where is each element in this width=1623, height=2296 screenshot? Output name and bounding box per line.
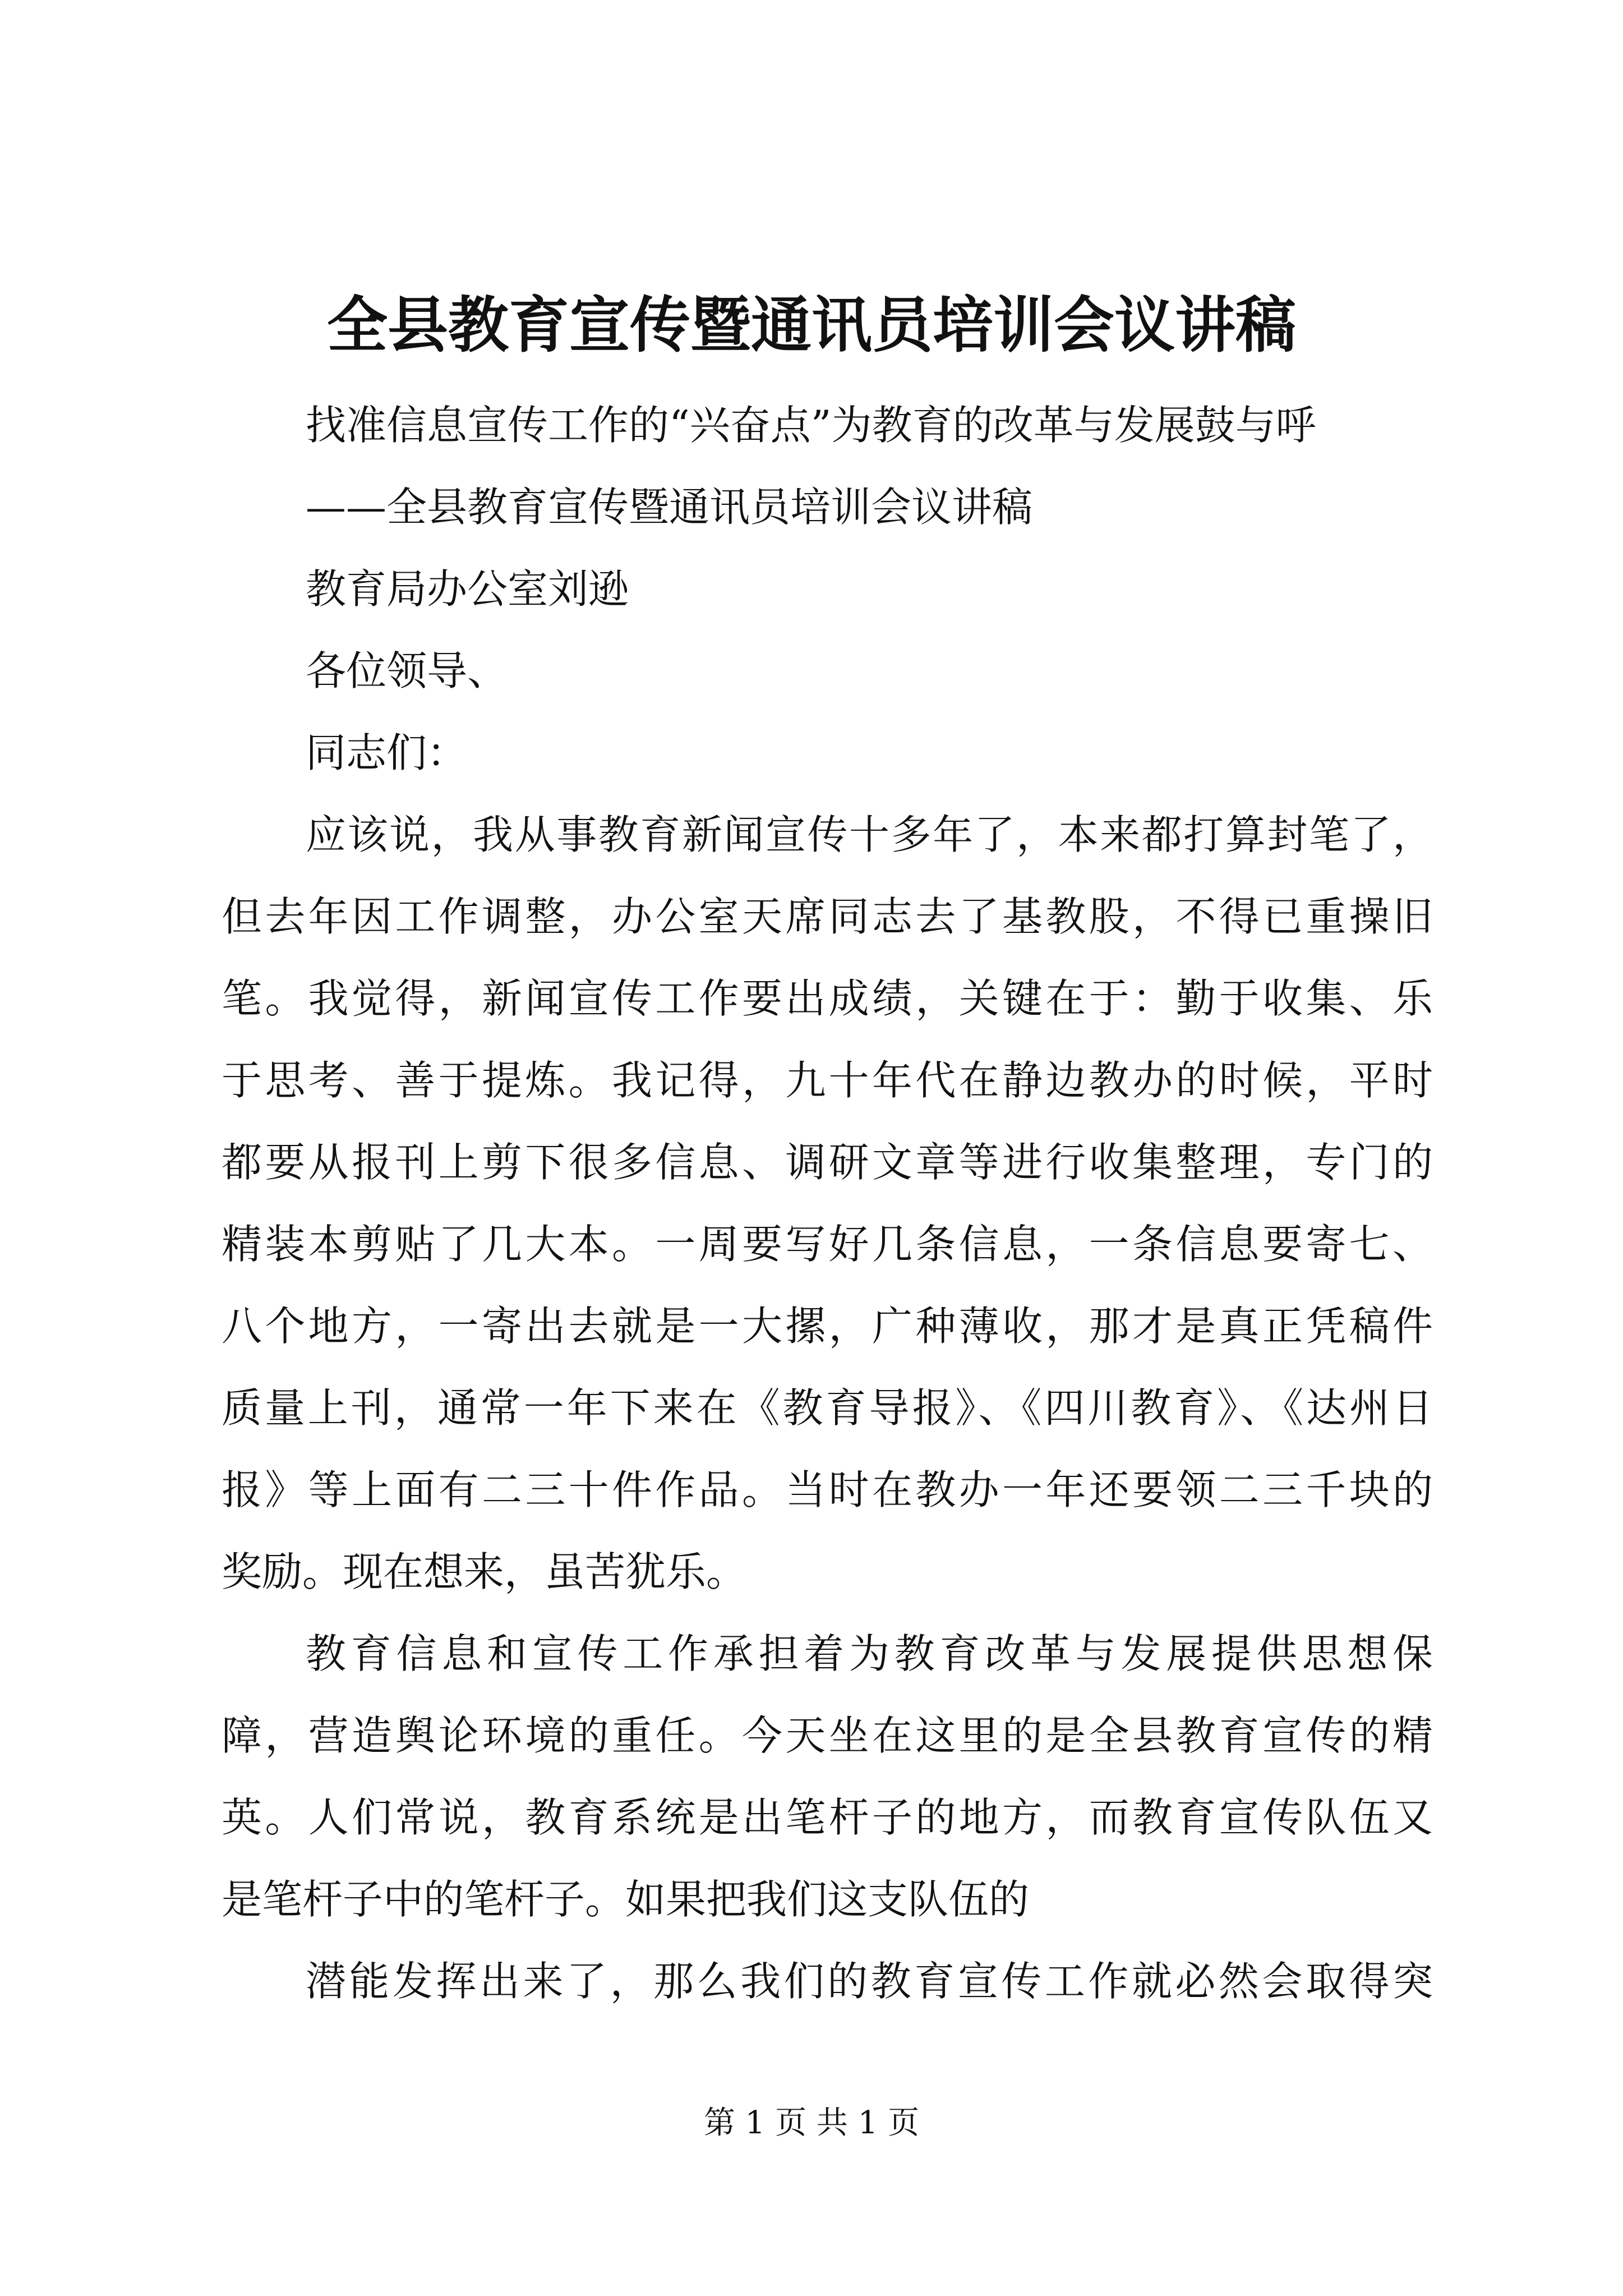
document-title: 全县教育宣传暨通讯员培训会议讲稿: [326, 290, 1296, 361]
paragraph-line: 报》等上面有二三十件作品。当时在教办一年还要领二三千块的: [222, 1466, 1433, 1513]
paragraph-line: 英。人们常说，教育系统是出笔杆子的地方，而教育宣传队伍又: [222, 1794, 1433, 1841]
paragraph-line: 潜能发挥出来了，那么我们的教育宣传工作就必然会取得突: [306, 1958, 1433, 2005]
author-line: 教育局办公室刘逊: [306, 565, 629, 613]
paragraph-line: 都要从报刊上剪下很多信息、调研文章等进行收集整理，专门的: [222, 1139, 1433, 1186]
paragraph-line: 奖励。现在想来，虽苦犹乐。: [222, 1548, 747, 1595]
page-footer: 第 1 页 共 1 页: [703, 2105, 920, 2141]
paragraph-line: 障，营造舆论环境的重任。今天坐在这里的是全县教育宣传的精: [222, 1712, 1433, 1759]
paragraph-line: 教育信息和宣传工作承担着为教育改革与发展提供思想保: [306, 1630, 1433, 1677]
paragraph-line: 于思考、善于提炼。我记得，九十年代在静边教办的时候，平时: [222, 1057, 1433, 1104]
paragraph-line: 是笔杆子中的笔杆子。如果把我们这支队伍的: [222, 1876, 1030, 1923]
salutation-line: 同志们：: [306, 729, 468, 776]
paragraph-line: 但去年因工作调整，办公室天席同志去了基教股，不得已重操旧: [222, 893, 1433, 940]
paragraph-line: 精装本剪贴了几大本。一周要写好几条信息，一条信息要寄七、: [222, 1221, 1433, 1268]
document-body: [222, 384, 1433, 2022]
salutation-line: 各位领导、: [306, 647, 508, 694]
subtitle-line: ——全县教育宣传暨通讯员培训会议讲稿: [306, 484, 1033, 531]
paragraph-line: 八个地方，一寄出去就是一大摞，广种薄收，那才是真正凭稿件: [222, 1303, 1433, 1350]
subtitle-line: 找准信息宣传工作的“兴奋点”为教育的改革与发展鼓与呼: [306, 402, 1316, 449]
paragraph-line: 质量上刊，通常一年下来在《教育导报》、《四川教育》、《达州日: [222, 1384, 1433, 1432]
paragraph-line: 笔。我觉得，新闻宣传工作要出成绩，关键在于：勤于收集、乐: [222, 975, 1433, 1022]
paragraph-line: 应该说，我从事教育新闻宣传十多年了，本来都打算封笔了，: [306, 811, 1433, 858]
